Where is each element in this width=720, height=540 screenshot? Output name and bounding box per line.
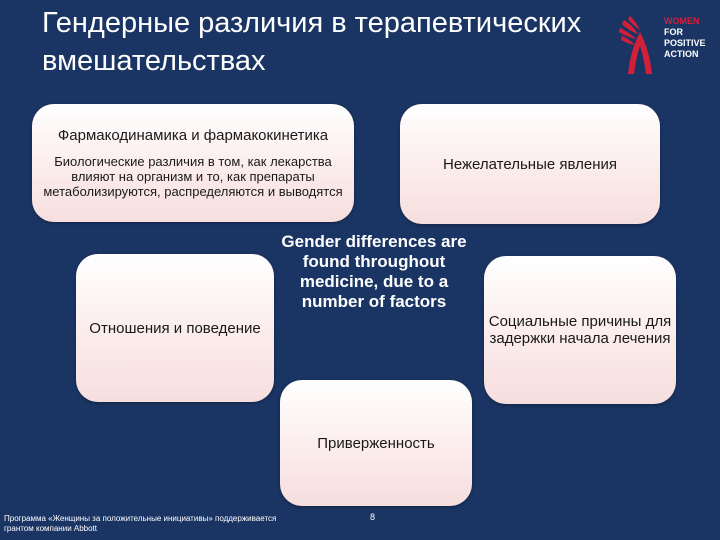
relations-behavior-box: [76, 254, 274, 402]
social-reasons-box: [484, 256, 676, 404]
adverse-events-label: Нежелательные явления: [443, 155, 617, 173]
pharmacology-description: Биологические различия в том, как лекарства влияют на организм и то, как препараты метаболизируются, распределяются и выводятся: [43, 154, 343, 199]
logo-text-for: FOR: [664, 27, 683, 37]
women-for-positive-action-logo: [618, 12, 714, 82]
adherence-box: [280, 380, 472, 506]
slide-title: Гендерные различия в терапевтических вмешательствах: [42, 7, 582, 77]
logo-text-women: WOMEN: [664, 16, 700, 26]
center-statement: Gender differences are found throughout medicine, due to a number of factors: [281, 232, 467, 311]
relations-behavior-label: Отношения и поведение: [89, 319, 261, 337]
adverse-events-box: [400, 104, 660, 224]
pharmacology-label: Фармакодинамика и фармакокинетика: [57, 127, 329, 144]
adherence-label: Приверженность: [317, 434, 435, 452]
pharmacology-box: [32, 104, 354, 222]
logo-text-positive: POSITIVE: [664, 38, 706, 48]
page-number: 8: [370, 512, 376, 522]
social-reasons-label: Социальные причины для задержки начала лечения: [488, 313, 672, 347]
footer-note: Программа «Женщины за положительные инициативы» поддерживается грантом компании Abbott: [4, 514, 277, 533]
logo-text-action: ACTION: [664, 49, 699, 59]
ribbon-wings-icon: [618, 14, 662, 80]
